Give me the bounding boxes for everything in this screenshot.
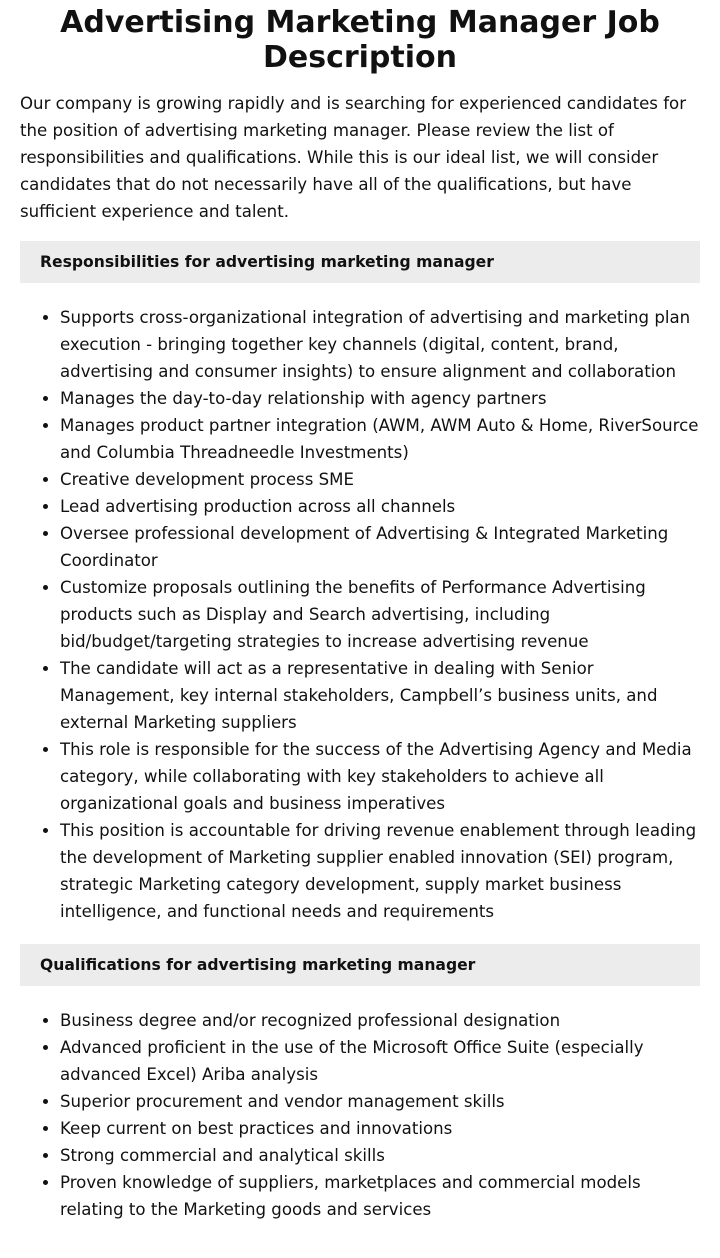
list-item: • Supports cross-organizational integration of advertising and marketing plan execution - bringing together key channels (digital, content, brand, advertising and consumer insights) to ensure alignment and collaboration xyxy=(60,304,700,385)
list-item: • Advanced proficient in the use of the Microsoft Office Suite (especially advanced Excel) Ariba analysis xyxy=(60,1034,700,1088)
responsibilities-heading: Responsibilities for advertising marketing manager xyxy=(20,241,700,283)
list-item: • Strong commercial and analytical skills xyxy=(60,1142,700,1169)
list-item: • Superior procurement and vendor management skills xyxy=(60,1088,700,1115)
list-item: • Manages product partner integration (AWM, AWM Auto & Home, RiverSource and Columbia Threadneedle Investments) xyxy=(60,412,700,466)
list-item: • Lead advertising production across all channels xyxy=(60,493,700,520)
list-item: • Creative development process SME xyxy=(60,466,700,493)
qualifications-list xyxy=(20,1007,700,1223)
list-item: • The candidate will act as a representative in dealing with Senior Management, key internal stakeholders, Campbell’s business units, and external Marketing suppliers xyxy=(60,655,700,736)
qualifications-heading: Qualifications for advertising marketing manager xyxy=(20,944,700,986)
list-item: • Oversee professional development of Advertising & Integrated Marketing Coordinator xyxy=(60,520,700,574)
job-description-page xyxy=(0,5,720,1223)
list-item: • This role is responsible for the success of the Advertising Agency and Media category, while collaborating with key stakeholders to achieve all organizational goals and business imperatives xyxy=(60,736,700,817)
list-item: • Keep current on best practices and innovations xyxy=(60,1115,700,1142)
list-item: • Customize proposals outlining the benefits of Performance Advertising products such as Display and Search advertising, including bid/budget/targeting strategies to increase advertising revenue xyxy=(60,574,700,655)
list-item: • Proven knowledge of suppliers, marketplaces and commercial models relating to the Marketing goods and services xyxy=(60,1169,700,1223)
page-title: Advertising Marketing Manager Job Description xyxy=(60,5,660,75)
intro-paragraph: Our company is growing rapidly and is searching for experienced candidates for the position of advertising marketing manager. Please review the list of responsibilities and qualifications. While this is our ideal list, we will consider candidates that do not necessarily have all of the qualifications, but have sufficient experience and talent. xyxy=(20,94,687,221)
list-item: • This position is accountable for driving revenue enablement through leading the development of Marketing supplier enabled innovation (SEI) program, strategic Marketing category development, supply market business intelligence, and functional needs and requirements xyxy=(60,817,700,925)
list-item: • Business degree and/or recognized professional designation xyxy=(60,1007,700,1034)
list-item: • Manages the day-to-day relationship with agency partners xyxy=(60,385,700,412)
responsibilities-list xyxy=(20,304,700,925)
